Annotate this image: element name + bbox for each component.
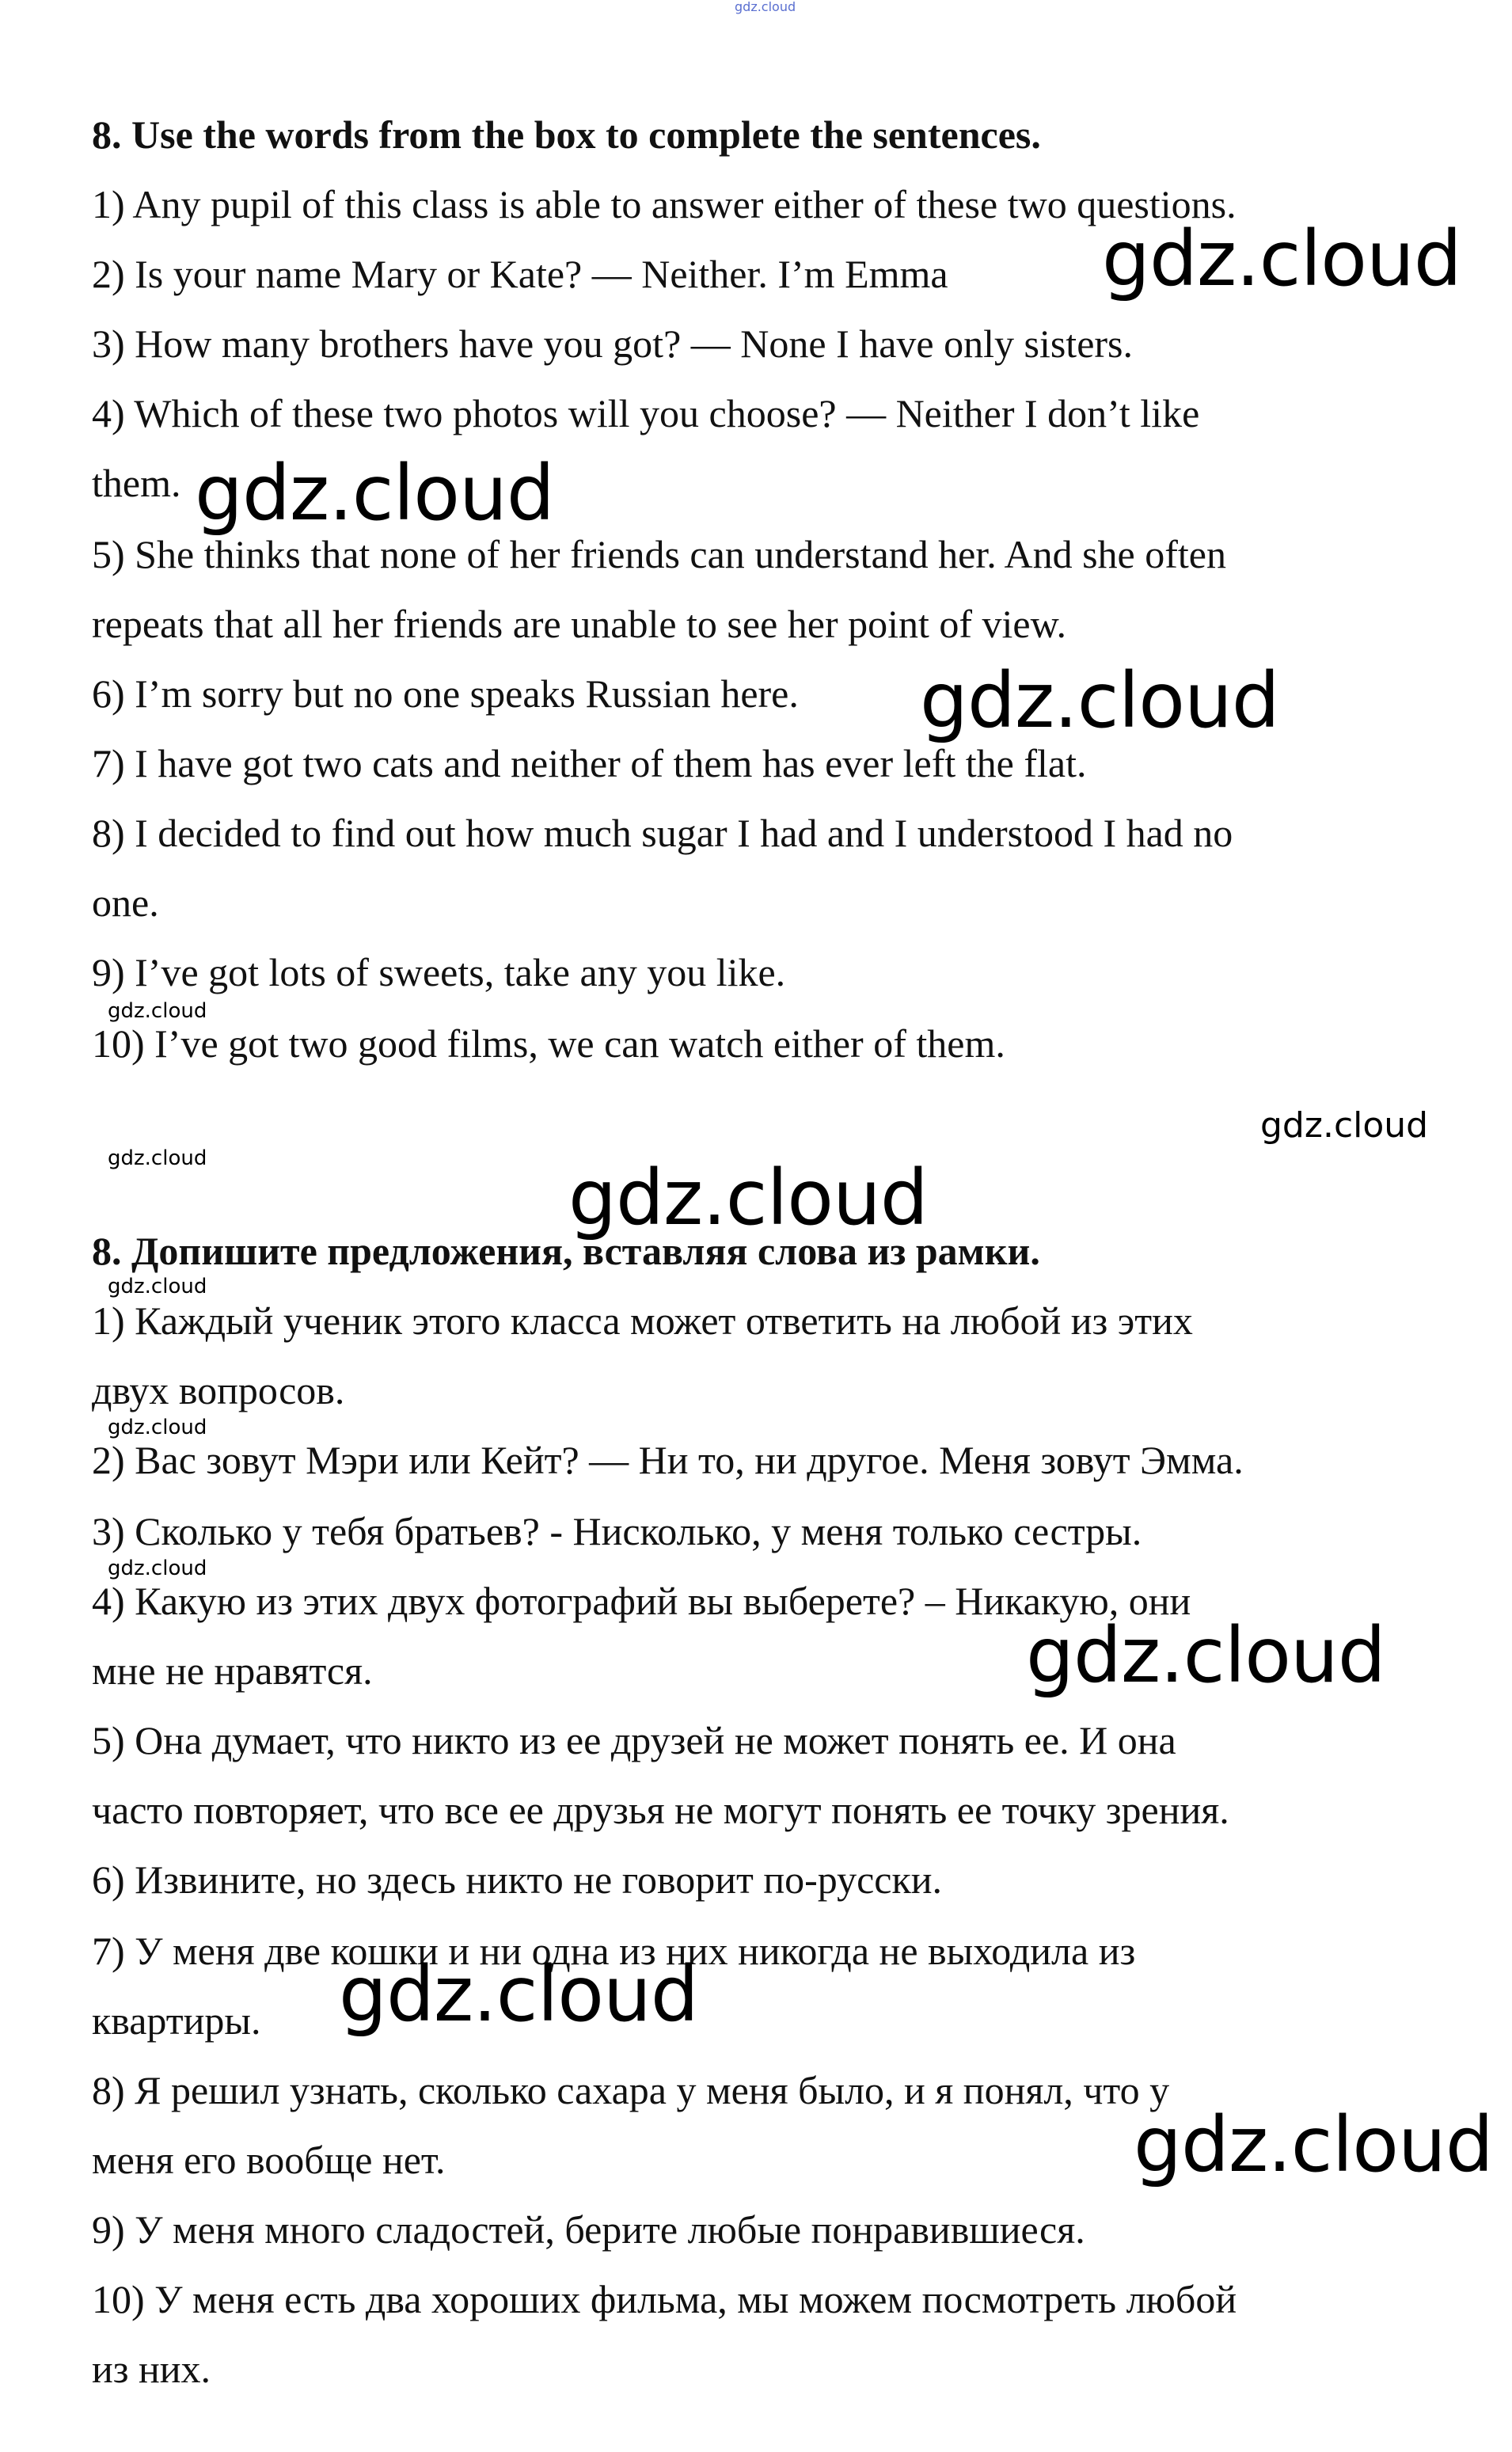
watermark-large: gdz.cloud xyxy=(920,656,1279,745)
watermark-small: gdz.cloud xyxy=(108,1146,207,1170)
russian-line: из них. xyxy=(92,2347,211,2391)
russian-line: 9) У меня много сладостей, берите любые понравившиеся. xyxy=(92,2207,1085,2252)
watermark-small: gdz.cloud xyxy=(108,1416,207,1439)
watermark-large: gdz.cloud xyxy=(568,1154,928,1242)
russian-line: двух вопросов. xyxy=(92,1368,345,1412)
english-line: 4) Which of these two photos will you choose? — Neither I don’t like xyxy=(92,391,1200,435)
russian-line: 6) Извините, но здесь никто не говорит по-русски. xyxy=(92,1857,943,1902)
russian-heading: 8. Допишите предложения, вставляя слова из рамки. xyxy=(92,1229,1040,1273)
english-line: 2) Is your name Mary or Kate? — Neither. I’m Emma xyxy=(92,252,948,296)
english-line: 9) I’ve got lots of sweets, take any you like. xyxy=(92,950,786,994)
russian-line: 1) Каждый ученик этого класса может ответить на любой из этих xyxy=(92,1298,1193,1343)
watermark-small: gdz.cloud xyxy=(108,1275,207,1298)
watermark-large: gdz.cloud xyxy=(1102,215,1461,303)
watermark-small: gdz.cloud xyxy=(108,1557,207,1580)
english-line: one. xyxy=(92,880,159,925)
english-line: them. xyxy=(92,461,181,505)
russian-line: 10) У меня есть два хороших фильма, мы можем посмотреть любой xyxy=(92,2277,1237,2321)
russian-line: 7) У меня две кошки и ни одна из них никогда не выходила из xyxy=(92,1929,1136,1973)
watermark-large: gdz.cloud xyxy=(1026,1611,1385,1700)
watermark-medium: gdz.cloud xyxy=(1260,1105,1429,1146)
watermark-large: gdz.cloud xyxy=(339,1950,698,2039)
top-watermark: gdz.cloud xyxy=(735,0,796,14)
english-line: 5) She thinks that none of her friends can understand her. And she often xyxy=(92,532,1226,576)
english-line: 7) I have got two cats and neither of them has ever left the flat. xyxy=(92,741,1087,785)
english-line: 10) I’ve got two good films, we can watch either of them. xyxy=(92,1021,1005,1066)
english-line: 8) I decided to find out how much sugar I had and I understood I had no xyxy=(92,811,1233,855)
english-line: 1) Any pupil of this class is able to answer either of these two questions. xyxy=(92,182,1237,226)
watermark-large: gdz.cloud xyxy=(195,449,554,538)
russian-line: 2) Вас зовут Мэри или Кейт? — Ни то, ни другое. Меня зовут Эмма. xyxy=(92,1438,1244,1482)
english-line: 6) I’m sorry but no one speaks Russian here. xyxy=(92,671,799,716)
watermark-small: gdz.cloud xyxy=(108,999,207,1023)
russian-line: 3) Сколько у тебя братьев? - Нисколько, у меня только сестры. xyxy=(92,1509,1142,1553)
english-line: repeats that all her friends are unable to see her point of view. xyxy=(92,602,1066,646)
russian-line: 5) Она думает, что никто из ее друзей не может понять ее. И она xyxy=(92,1718,1176,1762)
russian-line: мне не нравятся. xyxy=(92,1648,373,1693)
english-heading: 8. Use the words from the box to complete the sentences. xyxy=(92,112,1041,157)
watermark-large: gdz.cloud xyxy=(1134,2100,1493,2189)
russian-line: квартиры. xyxy=(92,1998,261,2043)
russian-line: часто повторяет, что все ее друзья не могут понять ее точку зрения. xyxy=(92,1788,1229,1832)
russian-line: 8) Я решил узнать, сколько сахара у меня было, и я понял, что у xyxy=(92,2068,1170,2112)
russian-line: 4) Какую из этих двух фотографий вы выберете? – Никакую, они xyxy=(92,1579,1191,1623)
english-line: 3) How many brothers have you got? — None I have only sisters. xyxy=(92,321,1133,366)
russian-line: меня его вообще нет. xyxy=(92,2138,446,2182)
